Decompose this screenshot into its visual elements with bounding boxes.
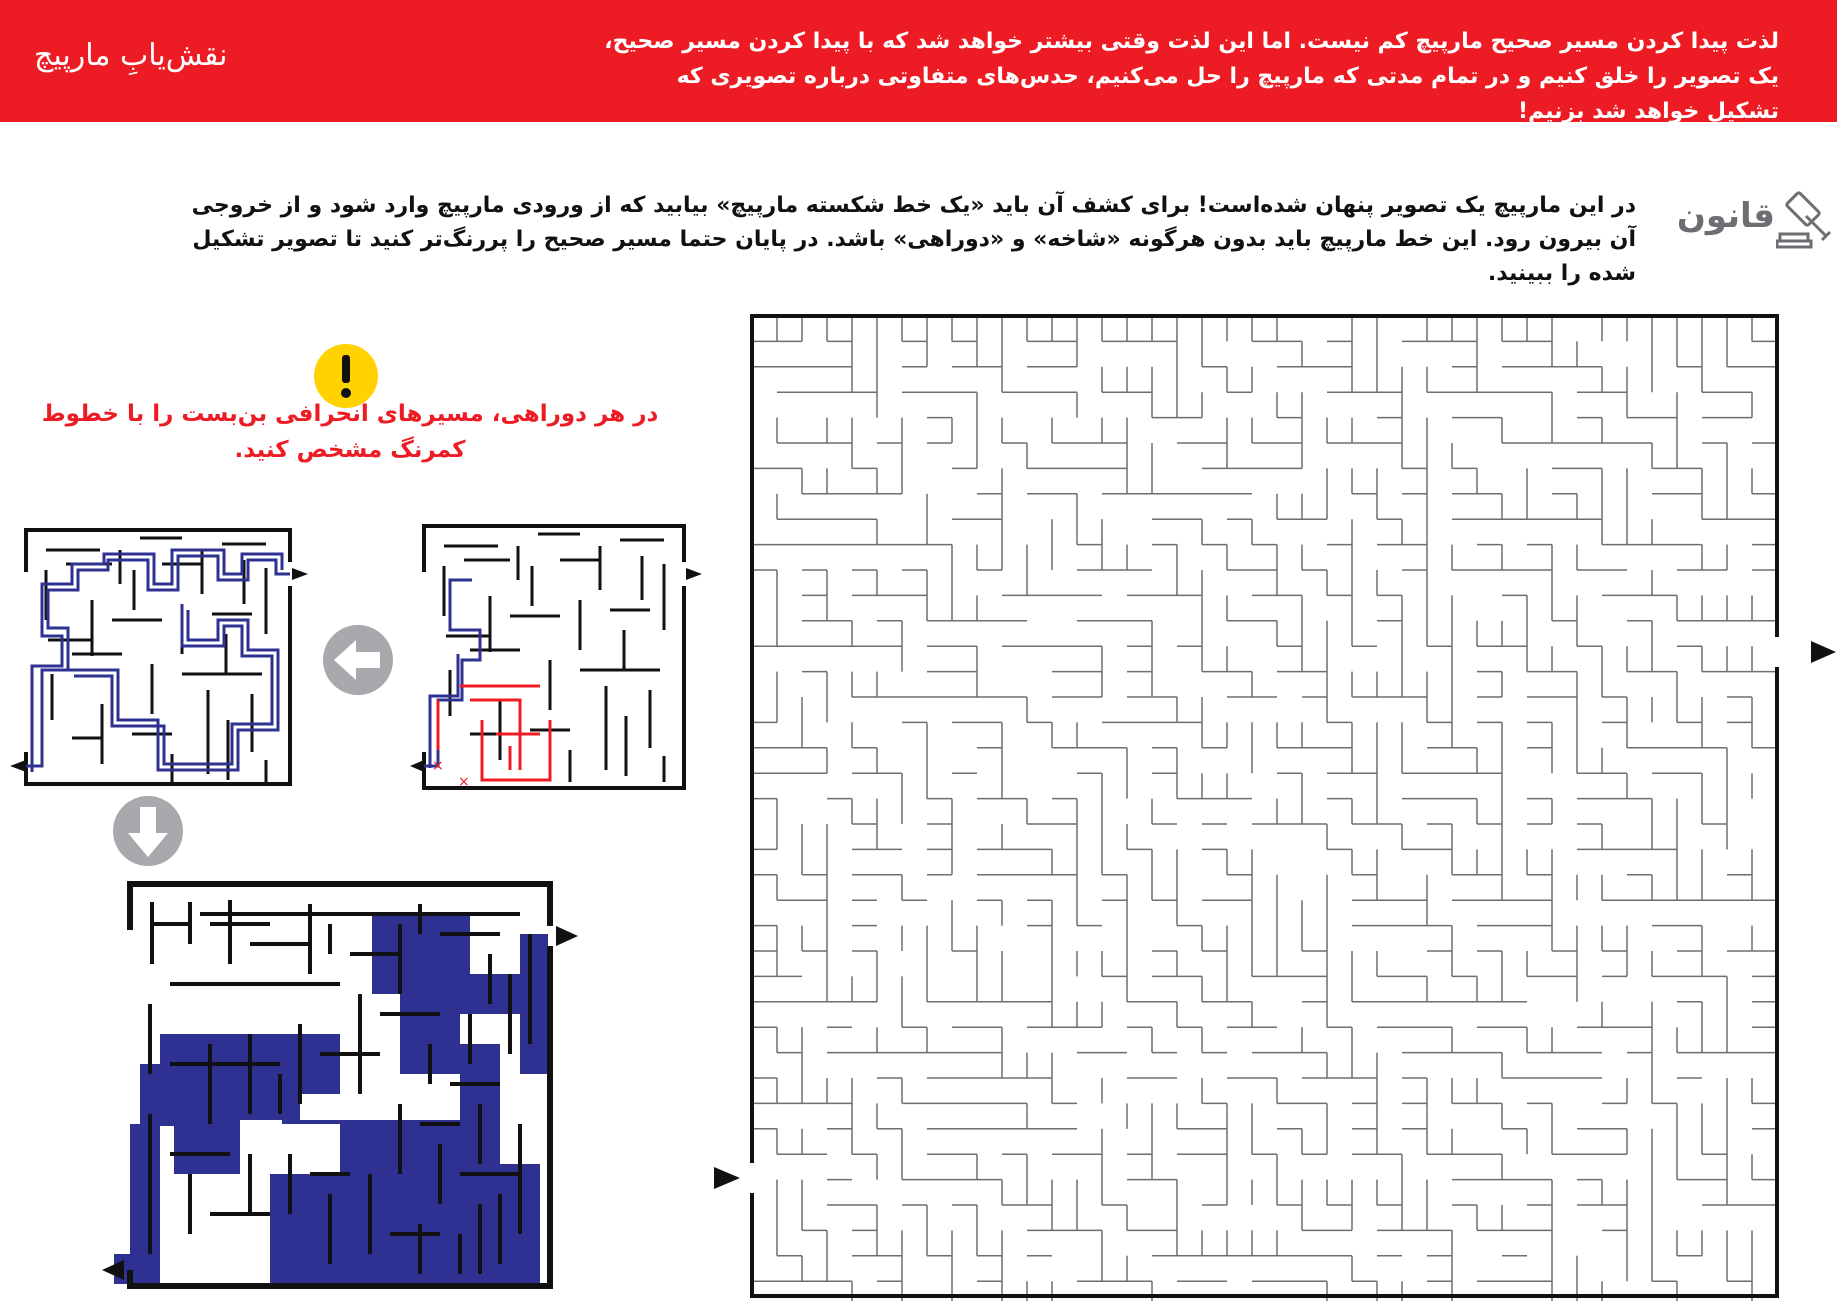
main-maze[interactable] — [714, 311, 1837, 1301]
gavel-icon — [1776, 188, 1834, 250]
example-maze-filled-image — [100, 874, 590, 1294]
example-maze-solved-path — [8, 520, 308, 790]
rule-text: در این مارپیچ یک تصویر پنهان شده‌است! برای کشف آن باید «یک خط شکسته مارپیچ» بیابید که از ورودی مارپیچ وارد شود و از خروجی آن بیرون رود. این خط مارپیچ باید بدون هرگونه «شاخه» و «دوراهی» باشد. در پایان حتما مسیر صحیح را پررنگ‌تر کنید تا تصویر تشکیل شده را ببینید. — [191, 193, 1636, 286]
maze-walls — [752, 316, 1777, 1301]
arrow-left-circle-icon — [322, 624, 394, 696]
header-banner — [0, 0, 1837, 122]
page-title: نقش‌یابِ مارپیچ — [34, 38, 228, 73]
maze-exit-arrow — [1811, 641, 1836, 663]
maze-entrance-arrow — [714, 1167, 740, 1189]
intro-text: لذت پیدا کردن مسیر صحیح مارپیچ کم نیست. اما این لذت وقتی بیشتر خواهد شد که با پیدا کردن مسیر صحیح، یک تصویر را خلق کنیم و در تمام مدتی که مارپیچ را حل می‌کنیم، حدس‌های متفاوتی درباره تصویری که تشکیل خواهد شد بزنیم! — [604, 29, 1779, 124]
example-maze-dead-ends — [410, 520, 710, 790]
tip-text: در هر دوراهی، مسیرهای انحرافی بن‌بست را با خطوط کمرنگ مشخص کنید. — [41, 401, 659, 463]
rule-label: قانون — [1676, 196, 1775, 236]
arrow-down-circle-icon — [112, 795, 184, 867]
svg-text:×: × — [458, 774, 470, 790]
svg-text:×: × — [432, 758, 444, 774]
